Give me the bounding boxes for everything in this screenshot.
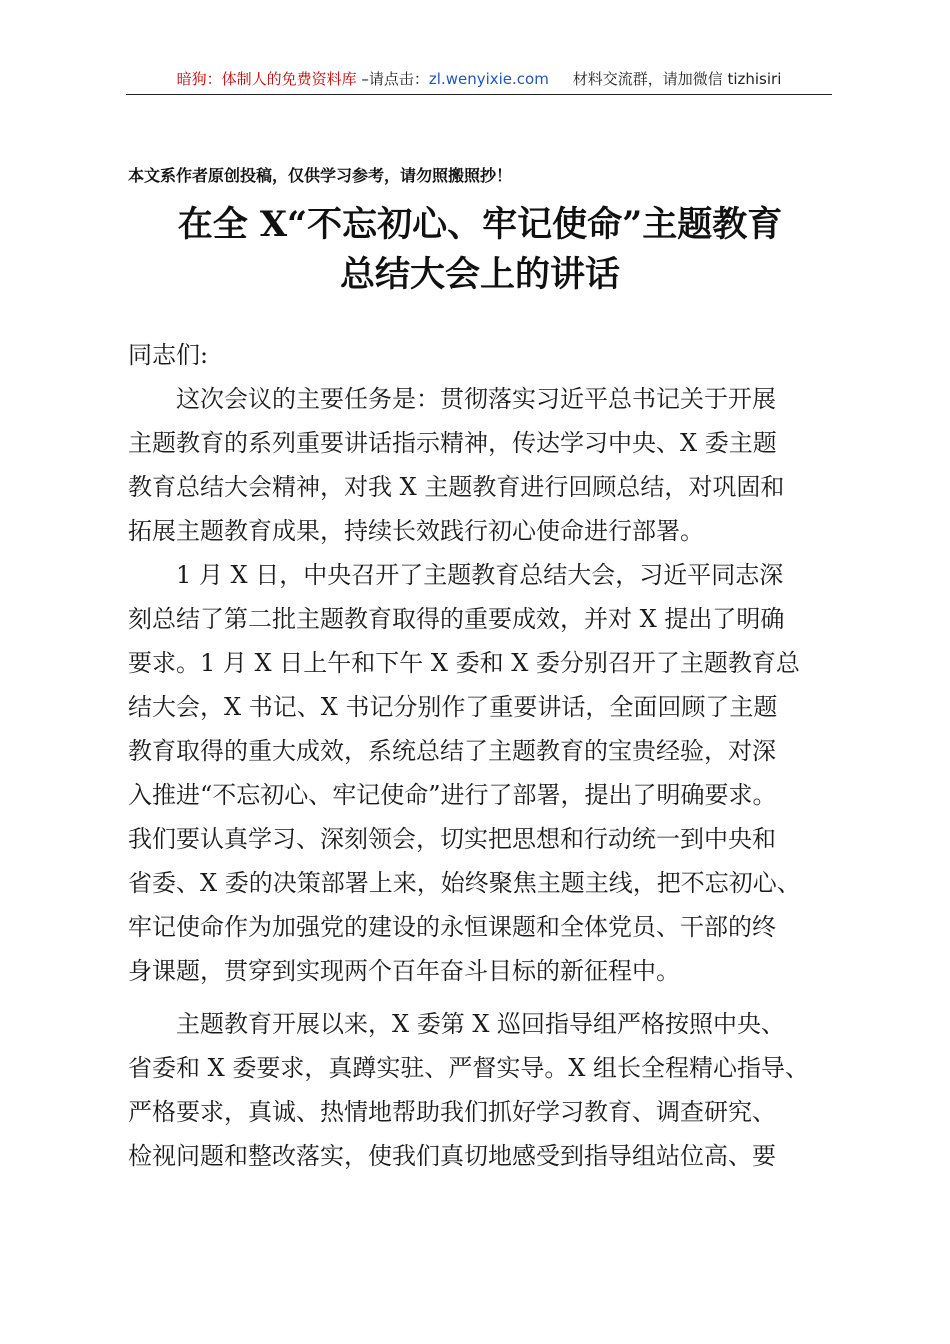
paragraph-1: [128, 377, 838, 553]
speech-body: [128, 333, 838, 1178]
paragraph-2: [128, 553, 838, 993]
paragraph-line: 我们要认真学习、深刻领会，切实把思想和行动统一到中央和: [128, 825, 776, 853]
paragraph-line: 牢记使命作为加强党的建设的永恒课题和全体党员、干部的终: [128, 913, 776, 941]
paragraph-line: 严格要求，真诚、热情地帮助我们抓好学习教育、调查研究、: [128, 1098, 776, 1126]
paragraph-line: 主题教育的系列重要讲话指示精神，传达学习中央、X 委主题: [128, 429, 777, 457]
document-title-line-1: 在全 X“不忘初心、牢记使命”主题教育: [177, 204, 783, 245]
paragraph-line: 要求。1 月 X 日上午和下午 X 委和 X 委分别召开了主题教育总: [128, 649, 800, 677]
paragraph-line: 主题教育开展以来，X 委第 X 巡回指导组严格按照中央、: [128, 1010, 786, 1038]
greeting: 同志们:: [128, 341, 209, 369]
paragraph-line: 入推进“不忘初心、牢记使命”进行了部署，提出了明确要求。: [128, 781, 777, 809]
paragraph-gap: [128, 993, 838, 1002]
paragraph-line: 教育总结大会精神，对我 X 主题教育进行回顾总结，对巩固和: [128, 473, 785, 501]
header-site-link[interactable]: zl.wenyixie.com: [428, 70, 549, 88]
document-title-line-2: 总结大会上的讲话: [339, 254, 620, 295]
paragraph-line: 1 月 X 日，中央召开了主题教育总结大会，习近平同志深: [128, 561, 784, 589]
paragraph-line: 检视问题和整改落实，使我们真切地感受到指导组站位高、要: [128, 1142, 776, 1170]
paragraph-line: 这次会议的主要任务是：贯彻落实习近平总书记关于开展: [128, 385, 776, 413]
paragraph-line: 结大会，X 书记、X 书记分别作了重要讲话，全面回顾了主题: [128, 693, 778, 721]
header-click-hint: –请点击：: [356, 70, 429, 88]
paragraph-line: 省委、X 委的决策部署上来，始终聚焦主题主线，把不忘初心、: [128, 869, 801, 897]
paragraph-line: 拓展主题教育成果，持续长效践行初心使命进行部署。: [128, 517, 704, 545]
copyright-notice: 本文系作者原创投稿，仅供学习参考，请勿照搬照抄！: [128, 166, 513, 185]
paragraph-line: 教育取得的重大成效，系统总结了主题教育的宝贵经验，对深: [128, 737, 776, 765]
paragraph-3: [128, 1002, 838, 1178]
header-site-name: 暗狗：体制人的免费资料库: [176, 70, 357, 88]
header-wechat-note: 材料交流群，请加微信 tizhisiri: [572, 70, 782, 88]
paragraph-line: 身课题，贯穿到实现两个百年奋斗目标的新征程中。: [128, 957, 680, 985]
paragraph-line: 刻总结了第二批主题教育取得的重要成效，并对 X 提出了明确: [128, 605, 785, 633]
page-header: [126, 66, 832, 95]
paragraph-line: 省委和 X 委要求，真蹲实驻、严督实导。X 组长全程精心指导、: [128, 1054, 810, 1082]
